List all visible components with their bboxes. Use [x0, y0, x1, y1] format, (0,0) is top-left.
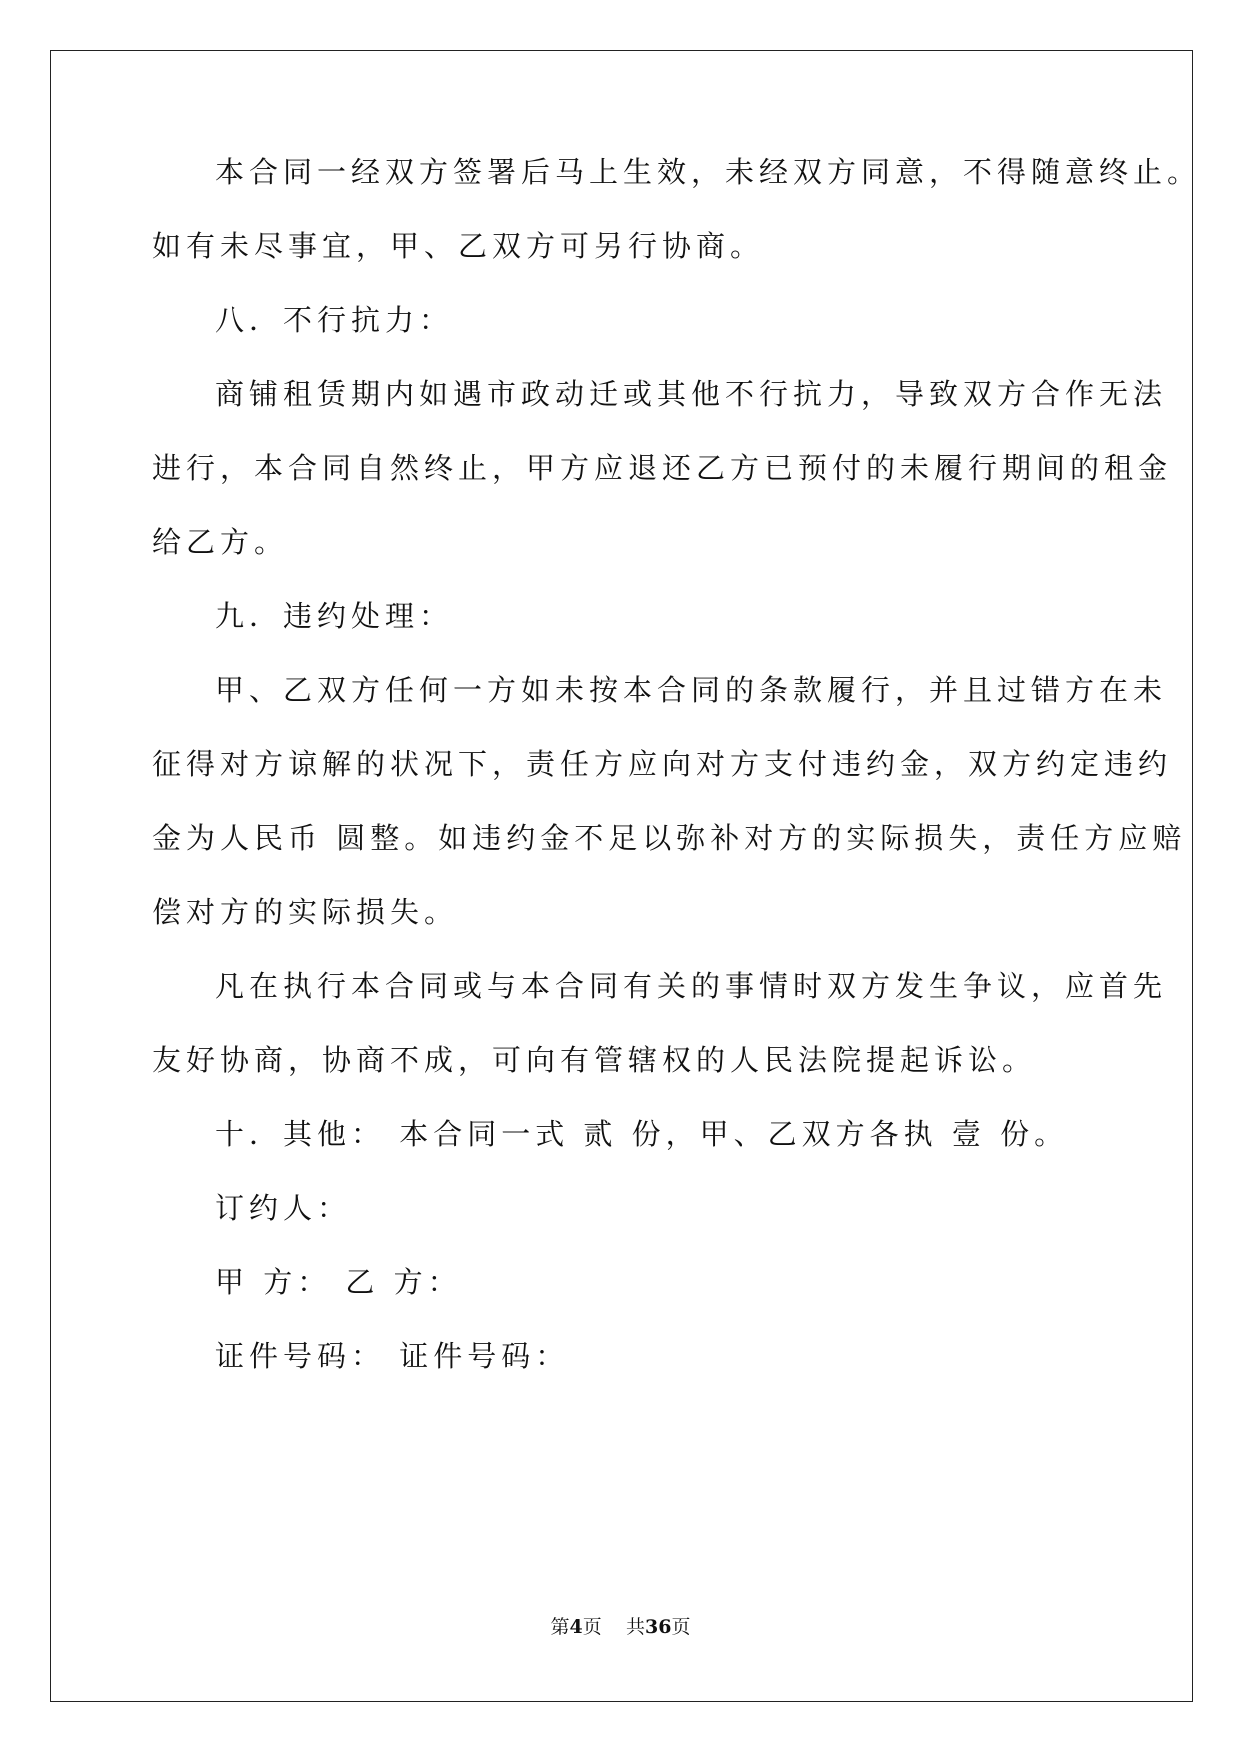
paragraph-line: 金为人民币 圆整。如违约金不足以弥补对方的实际损失，责任方应赔: [152, 821, 1187, 855]
page-suffix: 页: [582, 1616, 602, 1638]
paragraph-line: 征得对方谅解的状况下，责任方应向对方支付违约金，双方约定违约: [152, 747, 1173, 781]
paragraph-line: 凡在执行本合同或与本合同有关的事情时双方发生争议，应首先: [215, 969, 1168, 1003]
total-prefix: 共: [625, 1616, 645, 1638]
total-suffix: 页: [671, 1616, 691, 1638]
paragraph-line: 本合同一经双方签署后马上生效，未经双方同意，不得随意终止。: [215, 155, 1202, 189]
section-heading: 十．其他： 本合同一式 贰 份，甲、乙双方各执 壹 份。: [215, 1117, 1069, 1151]
party-labels: 甲 方： 乙 方：: [215, 1265, 462, 1299]
paragraph-line: 甲、乙双方任何一方如未按本合同的条款履行，并且过错方在未: [215, 673, 1168, 707]
paragraph-line: 友好协商，协商不成，可向有管辖权的人民法院提起诉讼。: [152, 1043, 1037, 1077]
page-border: [50, 50, 1193, 1702]
paragraph-line: 进行，本合同自然终止，甲方应退还乙方已预付的未履行期间的租金: [152, 451, 1173, 485]
paragraph-line: 给乙方。: [152, 525, 289, 559]
page-footer: [0, 1612, 1241, 1639]
paragraph-line: 偿对方的实际损失。: [152, 895, 459, 929]
page-prefix: 第: [550, 1616, 570, 1638]
id-number-labels: 证件号码： 证件号码：: [215, 1339, 570, 1373]
section-heading: 八．不行抗力：: [215, 303, 454, 337]
section-heading: 九．违约处理：: [215, 599, 454, 633]
signatory-label: 订约人：: [215, 1191, 352, 1225]
total-pages: 36: [644, 1616, 672, 1638]
page-number: 4: [569, 1616, 583, 1638]
paragraph-line: 如有未尽事宜，甲、乙双方可另行协商。: [152, 229, 765, 263]
paragraph-line: 商铺租赁期内如遇市政动迁或其他不行抗力，导致双方合作无法: [215, 377, 1168, 411]
